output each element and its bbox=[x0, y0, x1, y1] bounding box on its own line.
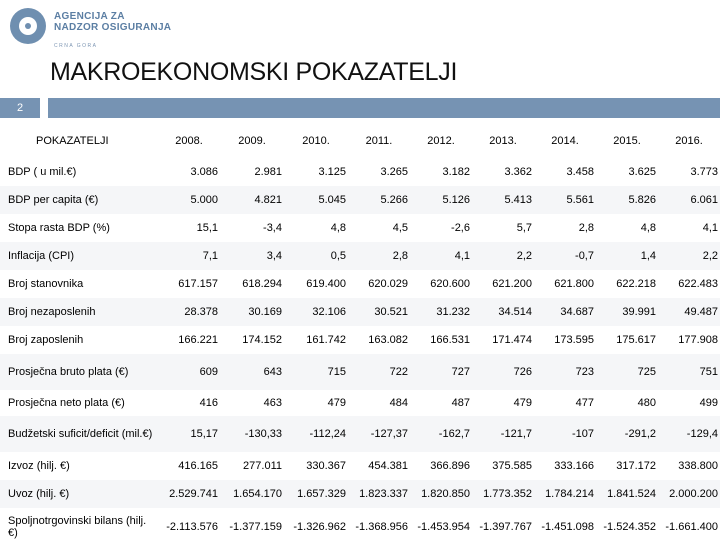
table-row bbox=[0, 270, 720, 298]
table-cell: 15,17 bbox=[190, 428, 218, 440]
table-cell: -121,7 bbox=[500, 428, 532, 440]
table-cell: 330.367 bbox=[306, 460, 346, 472]
column-header-year: 2012. bbox=[427, 135, 455, 147]
table-cell: 1,4 bbox=[640, 250, 656, 262]
agency-name-line1: AGENCIJA ZA bbox=[54, 11, 125, 22]
table-cell: 4.821 bbox=[254, 194, 282, 206]
table-cell: 174.152 bbox=[242, 334, 282, 346]
table-row bbox=[0, 508, 720, 546]
table-cell: 3.125 bbox=[318, 166, 346, 178]
row-label: BDP ( u mil.€) bbox=[8, 166, 77, 178]
table-cell: -1.326.962 bbox=[293, 521, 346, 533]
table-cell: 609 bbox=[199, 366, 218, 378]
table-cell: 166.531 bbox=[430, 334, 470, 346]
table-cell: 726 bbox=[513, 366, 532, 378]
row-label: Broj nezaposlenih bbox=[8, 306, 96, 318]
table-cell: -2,6 bbox=[451, 222, 470, 234]
table-cell: -1.453.954 bbox=[417, 521, 470, 533]
table-row bbox=[0, 298, 720, 326]
table-cell: -1.451.098 bbox=[541, 521, 594, 533]
table-cell: 621.200 bbox=[492, 278, 532, 290]
table-cell: 5.266 bbox=[380, 194, 408, 206]
column-header-year: 2008. bbox=[175, 135, 203, 147]
table-cell: 477 bbox=[575, 397, 594, 409]
table-cell: 4,8 bbox=[640, 222, 656, 234]
column-header-year: 2010. bbox=[302, 135, 330, 147]
table-cell: 416 bbox=[199, 397, 218, 409]
row-label: Broj zaposlenih bbox=[8, 334, 84, 346]
table-cell: 333.166 bbox=[554, 460, 594, 472]
table-cell: 4,8 bbox=[330, 222, 346, 234]
table-cell: 34.687 bbox=[560, 306, 594, 318]
table-cell: 3.086 bbox=[190, 166, 218, 178]
agency-name bbox=[54, 11, 171, 33]
table-cell: 463 bbox=[263, 397, 282, 409]
table-cell: 3.625 bbox=[628, 166, 656, 178]
table-cell: 375.585 bbox=[492, 460, 532, 472]
table-cell: 617.157 bbox=[178, 278, 218, 290]
table-cell: 277.011 bbox=[243, 460, 282, 472]
table-cell: -1.661.400 bbox=[665, 521, 718, 533]
row-label: Uvoz (hilj. €) bbox=[8, 488, 70, 500]
column-header-year: 2013. bbox=[489, 135, 517, 147]
table-cell: 2.529.741 bbox=[169, 488, 218, 500]
header-bar bbox=[0, 98, 720, 118]
table-cell: 49.487 bbox=[684, 306, 718, 318]
column-header-year: 2009. bbox=[238, 135, 266, 147]
table-cell: 622.218 bbox=[616, 278, 656, 290]
table-cell: 4,5 bbox=[392, 222, 408, 234]
table-cell: 619.400 bbox=[306, 278, 346, 290]
table-cell: 621.800 bbox=[554, 278, 594, 290]
table-cell: 2,8 bbox=[392, 250, 408, 262]
table-cell: 1.841.524 bbox=[607, 488, 656, 500]
table-cell: 5,7 bbox=[516, 222, 532, 234]
column-header-indicators: POKAZATELJI bbox=[36, 135, 109, 147]
table-cell: 5.000 bbox=[190, 194, 218, 206]
table-row bbox=[0, 158, 720, 186]
table-row bbox=[0, 242, 720, 270]
table-cell: -1.524.352 bbox=[603, 521, 656, 533]
table-cell: 487 bbox=[451, 397, 470, 409]
table-cell: 5.561 bbox=[566, 194, 594, 206]
table-cell: 6.061 bbox=[690, 194, 718, 206]
table-cell: 484 bbox=[389, 397, 408, 409]
table-row bbox=[0, 390, 720, 416]
table-row bbox=[0, 416, 720, 452]
table-cell: 618.294 bbox=[242, 278, 282, 290]
table-cell: 175.617 bbox=[616, 334, 656, 346]
table-cell: 499 bbox=[699, 397, 718, 409]
table-cell: -1.368.956 bbox=[355, 521, 408, 533]
table-cell: 725 bbox=[637, 366, 656, 378]
table-cell: 2,2 bbox=[702, 250, 718, 262]
column-header-year: 2015. bbox=[613, 135, 641, 147]
table-cell: 5.826 bbox=[628, 194, 656, 206]
table-cell: 479 bbox=[513, 397, 532, 409]
agency-name-line2: NADZOR OSIGURANJA bbox=[54, 22, 172, 33]
table-cell: 338.800 bbox=[678, 460, 718, 472]
table-cell: 3.773 bbox=[690, 166, 718, 178]
row-label: Spoljnotrgovinski bilans (hilj. €) bbox=[8, 515, 147, 539]
table-cell: 166.221 bbox=[178, 334, 218, 346]
row-label: Broj stanovnika bbox=[8, 278, 84, 290]
table-cell: 30.521 bbox=[374, 306, 408, 318]
table-cell: 5.413 bbox=[504, 194, 532, 206]
table-cell: -0,7 bbox=[575, 250, 594, 262]
agency-country: CRNA GORA bbox=[54, 43, 98, 49]
table-cell: 31.232 bbox=[436, 306, 470, 318]
row-label: BDP per capita (€) bbox=[8, 194, 99, 206]
table-cell: 715 bbox=[327, 366, 346, 378]
column-header-year: 2014. bbox=[551, 135, 579, 147]
table-cell: 3,4 bbox=[266, 250, 282, 262]
table-cell: 722 bbox=[389, 366, 408, 378]
table-cell: 643 bbox=[263, 366, 282, 378]
table-cell: 1.823.337 bbox=[359, 488, 408, 500]
row-label: Izvoz (hilj. €) bbox=[8, 460, 70, 472]
table-cell: -112,24 bbox=[309, 428, 346, 440]
row-label: Stopa rasta BDP (%) bbox=[8, 222, 110, 234]
table-cell: 2.000.200 bbox=[669, 488, 718, 500]
column-header-year: 2011. bbox=[365, 135, 393, 147]
table-cell: 317.172 bbox=[616, 460, 656, 472]
table-cell: 3.182 bbox=[442, 166, 470, 178]
table-cell: -1.397.767 bbox=[479, 521, 532, 533]
header-strip bbox=[48, 98, 720, 118]
table-cell: -162,7 bbox=[438, 428, 470, 440]
table-cell: 15,1 bbox=[196, 222, 218, 234]
table-cell: 28.378 bbox=[184, 306, 218, 318]
agency-logo-icon bbox=[10, 8, 46, 44]
table-cell: 727 bbox=[451, 366, 470, 378]
table-cell: 366.896 bbox=[430, 460, 470, 472]
table-cell: 479 bbox=[327, 397, 346, 409]
table-cell: 173.595 bbox=[554, 334, 594, 346]
table-row bbox=[0, 186, 720, 214]
table-cell: 3.362 bbox=[504, 166, 532, 178]
table-cell: 163.082 bbox=[368, 334, 408, 346]
table-cell: 32.106 bbox=[312, 306, 346, 318]
table-cell: 620.600 bbox=[430, 278, 470, 290]
table-cell: 171.474 bbox=[492, 334, 532, 346]
table-cell: 4,1 bbox=[702, 222, 718, 234]
table-cell: -130,33 bbox=[244, 428, 282, 440]
table-cell: 751 bbox=[699, 366, 718, 378]
table-cell: 7,1 bbox=[202, 250, 218, 262]
table-cell: 2.981 bbox=[254, 166, 282, 178]
table-cell: 30.169 bbox=[248, 306, 282, 318]
table-cell: 622.483 bbox=[678, 278, 718, 290]
row-label: Prosječna bruto plata (€) bbox=[8, 366, 129, 378]
table-cell: 5.126 bbox=[442, 194, 470, 206]
agency-logo bbox=[10, 8, 210, 48]
table-row bbox=[0, 214, 720, 242]
table-cell: 4,1 bbox=[454, 250, 470, 262]
row-label: Prosječna neto plata (€) bbox=[8, 397, 125, 409]
table-cell: 177.908 bbox=[678, 334, 718, 346]
table-cell: 0,5 bbox=[330, 250, 346, 262]
table-cell: 1.773.352 bbox=[483, 488, 532, 500]
table-cell: 39.991 bbox=[622, 306, 656, 318]
table-cell: 34.514 bbox=[498, 306, 532, 318]
table-cell: 480 bbox=[637, 397, 656, 409]
column-header-year: 2016. bbox=[675, 135, 703, 147]
row-label: Inflacija (CPI) bbox=[8, 250, 75, 262]
row-label: Budžetski suficit/deficit (mil.€) bbox=[8, 428, 153, 440]
table-row bbox=[0, 354, 720, 390]
table-cell: -291,2 bbox=[624, 428, 656, 440]
table-cell: -127,37 bbox=[370, 428, 408, 440]
table-row bbox=[0, 326, 720, 354]
table-row bbox=[0, 452, 720, 480]
table-cell: 416.165 bbox=[178, 460, 218, 472]
table-cell: -2.113.576 bbox=[166, 521, 218, 533]
table-cell: 2,8 bbox=[578, 222, 594, 234]
table-cell: -129,4 bbox=[686, 428, 718, 440]
table-cell: 1.657.329 bbox=[297, 488, 346, 500]
page-title: MAKROEKONOMSKI POKAZATELJI bbox=[50, 58, 458, 86]
table-cell: 454.381 bbox=[368, 460, 408, 472]
table-cell: -3,4 bbox=[263, 222, 282, 234]
table-cell: 161.742 bbox=[306, 334, 346, 346]
table-cell: 5.045 bbox=[318, 194, 346, 206]
table-cell: 723 bbox=[575, 366, 594, 378]
slide-number: 2 bbox=[0, 98, 40, 118]
table-row bbox=[0, 480, 720, 508]
table-cell: -107 bbox=[571, 428, 594, 440]
table-cell: 3.265 bbox=[380, 166, 408, 178]
table-cell: 2,2 bbox=[516, 250, 532, 262]
table-cell: 620.029 bbox=[368, 278, 408, 290]
table-cell: 1.820.850 bbox=[421, 488, 470, 500]
table-header-row bbox=[0, 124, 720, 158]
table-cell: 3.458 bbox=[566, 166, 594, 178]
table-cell: -1.377.159 bbox=[229, 521, 282, 533]
table-cell: 1.654.170 bbox=[233, 488, 282, 500]
table-cell: 1.784.214 bbox=[545, 488, 594, 500]
